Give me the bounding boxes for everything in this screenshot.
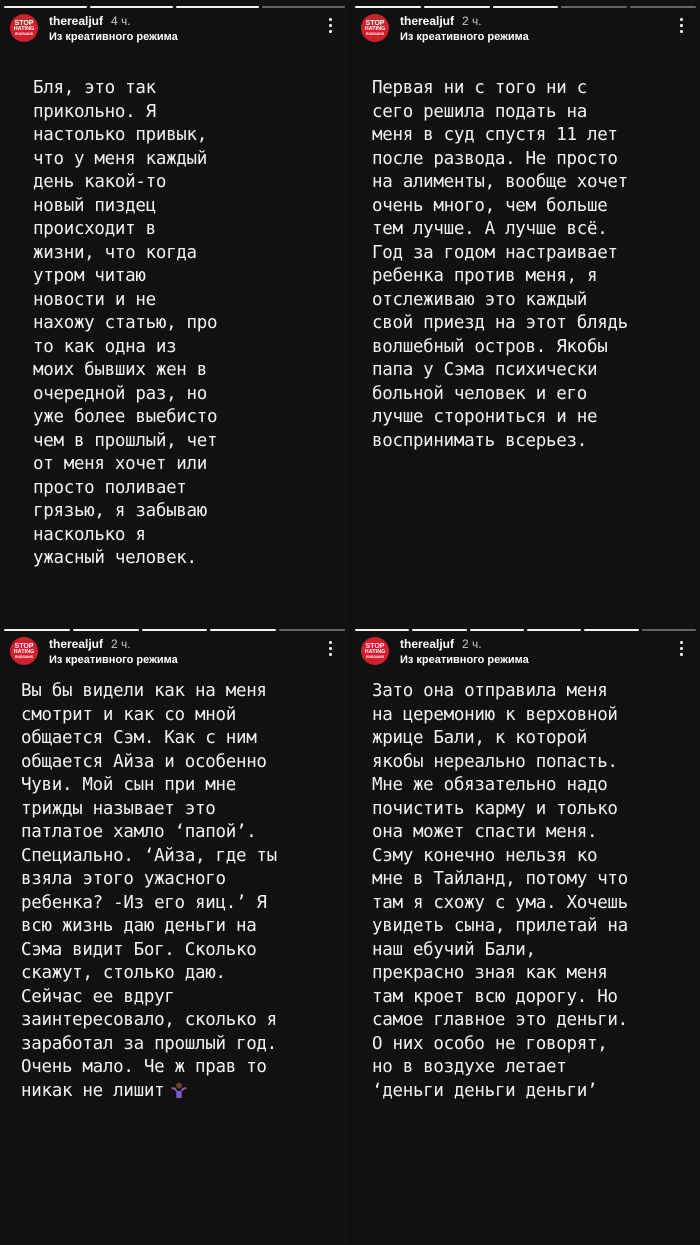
stop-hating-russians-logo: STOP HATING RUSSIANS bbox=[364, 643, 386, 659]
post-time: 2 ч. bbox=[111, 637, 131, 651]
progress-segment bbox=[642, 629, 696, 631]
progress-segment bbox=[527, 629, 581, 631]
progress-segment bbox=[630, 6, 696, 8]
story-panel-2[interactable] bbox=[351, 0, 700, 622]
post-time: 4 ч. bbox=[111, 14, 131, 28]
more-options-icon[interactable] bbox=[676, 639, 686, 663]
progress-segment bbox=[142, 629, 208, 631]
story-subtitle[interactable]: Из креативного режима bbox=[49, 654, 178, 666]
username[interactable]: therealjuf bbox=[400, 14, 455, 28]
story-text-content: Вы бы видели как на меня смотрит и как со мной общается Сэм. Как с ним общается Айза и особенно Чуви. Мой сын при мне трижды называет это патлатое хамло ‘папой’. Специально. ‘Айза, где ты взяла этого ужасного ребенка? -Из его яиц.’ Я всю жизнь даю деньги на Сэма видит Бог. Сколько скажут, столько даю. Сейчас ее вдруг заинтересовало, сколько я заработал за прошлый год. Очень мало. Че ж прав то никак не лишит bbox=[21, 681, 277, 1101]
avatar[interactable] bbox=[361, 637, 389, 665]
story-progress-bar bbox=[355, 629, 696, 631]
story-text bbox=[21, 680, 341, 1103]
story-header bbox=[10, 14, 343, 46]
story-progress-bar bbox=[355, 6, 696, 8]
story-text: Зато она отправила меня на церемонию к верховной жрице Бали, к которой якобы нереально попасть. Мне же обязательно надо почистить карму и только она может спасти меня. Сэму конечно нельзя ко мне в Тайланд, потому что там я схожу с ума. Хочешь увидеть сына, прилетай на наш ебучий Бали, прекрасно зная как меня там кроет всю дорогу. Но самое главное это деньги. О них особо не говорят, но в воздухе летает ‘деньги деньги деньги’ bbox=[372, 681, 628, 1101]
story-header bbox=[10, 637, 343, 669]
avatar[interactable] bbox=[10, 637, 38, 665]
progress-segment bbox=[355, 6, 421, 8]
story-panel-1[interactable] bbox=[0, 0, 349, 622]
post-time: 2 ч. bbox=[462, 637, 482, 651]
story-panel-3[interactable] bbox=[0, 623, 349, 1245]
avatar[interactable] bbox=[361, 14, 389, 42]
story-header bbox=[361, 637, 694, 669]
post-time: 2 ч. bbox=[462, 14, 482, 28]
person-shrugging-emoji bbox=[170, 1081, 188, 1099]
more-options-icon[interactable] bbox=[676, 16, 686, 40]
stop-hating-russians-logo: STOP HATING RUSSIANS bbox=[13, 643, 35, 659]
progress-segment bbox=[4, 629, 70, 631]
progress-segment bbox=[279, 629, 345, 631]
username[interactable]: therealjuf bbox=[49, 637, 104, 651]
story-text: Первая ни с того ни с сего решила подать на меня в суд спустя 11 лет после развода. Не просто на алименты, вообще хочет очень много, чем больше тем лучше. А лучше всё. Год за годом настраивает ребенка против меня, я отслеживаю это каждый свой приезд на этот блядь волшебный остров. Якобы папа у Сэма психически больной человек и его лучше сторониться и не воспринимать всерьез. bbox=[372, 78, 628, 451]
progress-segment bbox=[90, 6, 173, 8]
progress-segment bbox=[262, 6, 345, 8]
progress-segment bbox=[424, 6, 490, 8]
progress-segment bbox=[4, 6, 87, 8]
story-subtitle[interactable]: Из креативного режима bbox=[400, 31, 529, 43]
progress-segment bbox=[176, 6, 259, 8]
progress-segment bbox=[210, 629, 276, 631]
username[interactable]: therealjuf bbox=[49, 14, 104, 28]
more-options-icon[interactable] bbox=[325, 639, 335, 663]
progress-segment bbox=[470, 629, 524, 631]
progress-segment bbox=[73, 629, 139, 631]
progress-segment bbox=[561, 6, 627, 8]
story-panel-4[interactable] bbox=[351, 623, 700, 1245]
more-options-icon[interactable] bbox=[325, 16, 335, 40]
progress-segment bbox=[584, 629, 638, 631]
story-header bbox=[361, 14, 694, 46]
avatar[interactable] bbox=[10, 14, 38, 42]
story-text: Бля, это так прикольно. Я настолько привык, что у меня каждый день какой-то новый пиздец происходит в жизни, что когда утром читаю новости и не нахожу статью, про то как одна из моих бывших жен в очередной раз, но уже более выебисто чем в прошлый, чет от меня хочет или просто поливает грязью, я забываю насколько я ужасный человек. bbox=[33, 78, 218, 568]
progress-segment bbox=[493, 6, 559, 8]
story-progress-bar bbox=[4, 6, 345, 8]
username[interactable]: therealjuf bbox=[400, 637, 455, 651]
progress-segment bbox=[355, 629, 409, 631]
progress-segment bbox=[412, 629, 466, 631]
story-progress-bar bbox=[4, 629, 345, 631]
stop-hating-russians-logo: STOP HATING RUSSIANS bbox=[13, 20, 35, 36]
stop-hating-russians-logo: STOP HATING RUSSIANS bbox=[364, 20, 386, 36]
story-subtitle[interactable]: Из креативного режима bbox=[49, 31, 178, 43]
story-subtitle[interactable]: Из креативного режима bbox=[400, 654, 529, 666]
